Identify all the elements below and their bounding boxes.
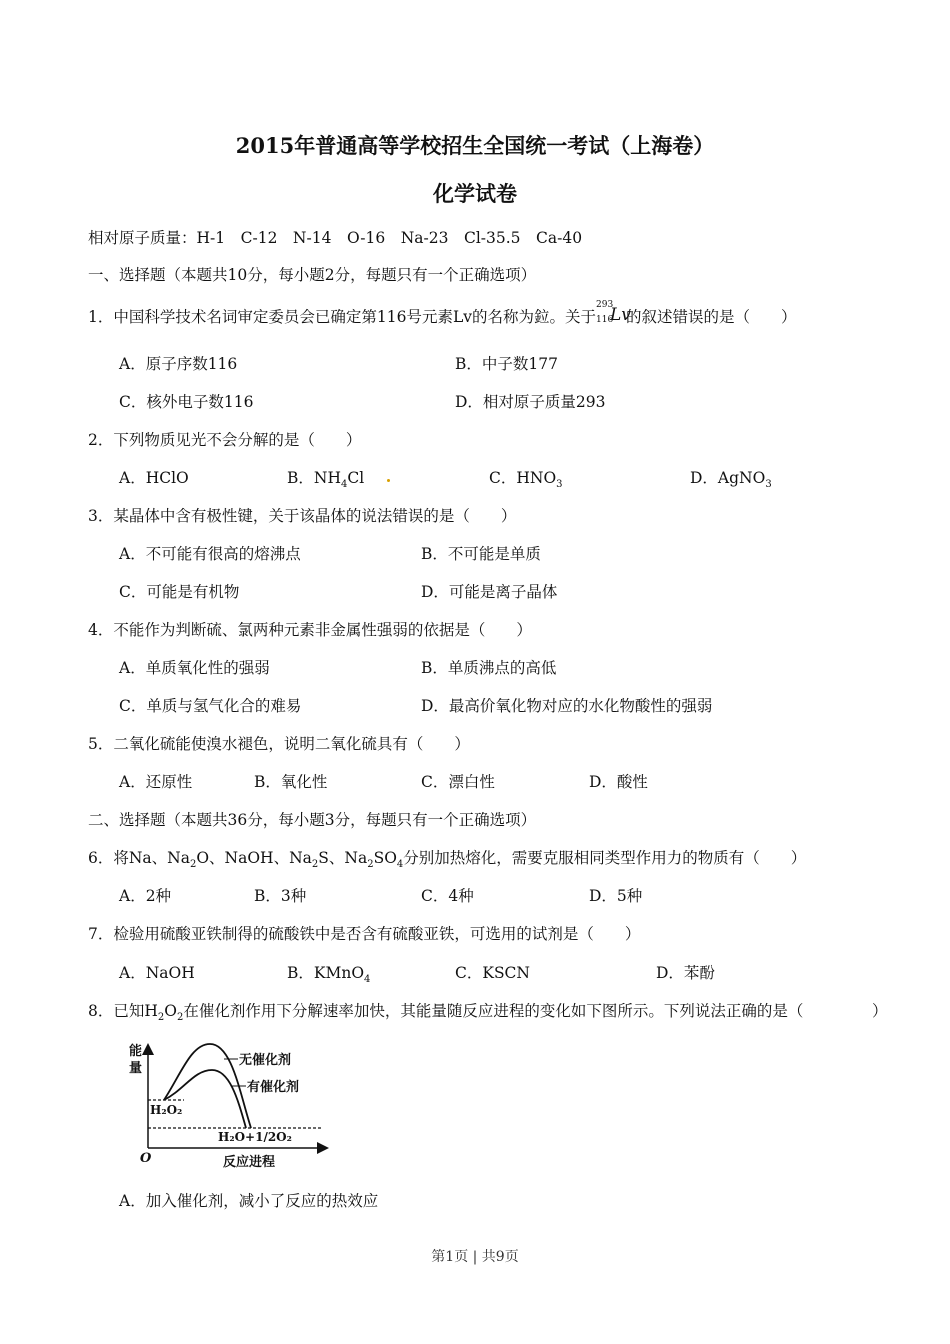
question-7-option-d[interactable]: D．苯酚 [656,964,715,982]
q8-text-1: 8．已知H [88,1002,158,1020]
question-6-option-a[interactable]: A．2种 [119,887,172,905]
question-7-option-b[interactable] [287,961,370,985]
question-2-option-d-pre: D．AgNO [690,469,766,487]
q8-text-3: 在催化剂作用下分解速率加快，其能量随反应进程的变化如下图所示。下列说法正确的是（ [183,1002,804,1020]
question-7-option-a[interactable]: A．NaOH [119,964,195,982]
question-1-option-c[interactable]: C．核外电子数116 [119,393,254,411]
q6-sub-4: 4 [396,859,404,871]
question-2-stem: 2．下列物质见光不会分解的是（ ） [88,431,362,449]
y-axis-label-2: 量 [129,1061,143,1076]
question-2-option-d[interactable] [690,466,772,490]
atomic-masses: 相对原子质量：H-1 C-12 N-14 O-16 Na-23 Cl-35.5 Ca-40 [88,229,583,247]
page-title: 2015年普通高等学校招生全国统一考试（上海卷） [235,133,715,158]
question-1-stem-post: 的叙述错误的是（ ） [626,308,797,326]
q8-text-2: O [164,1002,177,1020]
question-2-option-b-pre: B．NH [287,469,341,487]
y-axis-label-1: 能 [129,1044,143,1059]
question-3-stem: 3．某晶体中含有极性键，关于该晶体的说法错误的是（ ） [88,507,517,525]
question-5-option-a[interactable]: A．还原性 [119,773,193,791]
nuclide-atomic-number: 116 [596,315,614,325]
question-8-stem [88,999,803,1023]
question-3-option-a[interactable]: A．不可能有很高的熔沸点 [119,545,301,563]
stray-dot [387,479,390,482]
question-6-option-c[interactable]: C．4种 [421,887,474,905]
nuclide-mass-number: 293 [596,300,614,310]
question-6-option-d[interactable]: D．5种 [589,887,643,905]
q6-text-2: O、NaOH、Na [196,849,312,867]
q6-sub-3: 2 [367,859,374,871]
q6-text-1: 6．将Na、Na [88,849,190,867]
question-1-stem [88,300,797,328]
nuclide-symbol [596,300,631,328]
page-subtitle: 化学试卷 [433,181,517,206]
question-1-option-d[interactable]: D．相对原子质量293 [455,393,606,411]
q6-sub-2: 2 [311,859,319,871]
question-5-stem: 5．二氧化硫能使溴水褪色，说明二氧化硫具有（ ） [88,735,470,753]
question-2-option-b-post: Cl [347,469,365,487]
question-5-option-b[interactable]: B．氧化性 [254,773,328,791]
x-axis-label: 反应进程 [223,1155,276,1170]
catalyzed-label: 有催化剂 [247,1080,300,1095]
reactant-label: H₂O₂ [150,1103,183,1117]
question-2-option-d-sub: 3 [765,479,772,491]
question-3-option-b[interactable]: B．不可能是单质 [421,545,541,563]
q6-text-4: SO [373,849,397,867]
question-3-option-d[interactable]: D．可能是离子晶体 [421,583,558,601]
question-2-option-b-sub: 4 [340,479,348,491]
energy-diagram [126,1034,336,1174]
page-footer: 第1页 | 共9页 [431,1249,519,1265]
q6-sub-1: 2 [189,859,197,871]
question-4-stem: 4．不能作为判断硫、氯两种元素非金属性强弱的依据是（ ） [88,621,532,639]
question-4-option-b[interactable]: B．单质沸点的高低 [421,659,557,677]
question-4-option-d[interactable]: D．最高价氧化物对应的水化物酸性的强弱 [421,697,713,715]
product-label: H₂O+1/2O₂ [218,1130,292,1144]
question-2-option-a[interactable]: A．HClO [119,469,189,487]
question-7-option-b-pre: B．KMnO [287,964,365,982]
question-3-option-c[interactable]: C．可能是有机物 [119,583,240,601]
question-2-option-c-pre: C．HNO [489,469,557,487]
uncatalyzed-label: 无催化剂 [239,1053,292,1068]
question-2-option-b[interactable] [287,466,364,490]
question-8-option-a[interactable]: A．加入催化剂，减小了反应的热效应 [119,1192,379,1210]
q8-sub-1: 2 [157,1012,165,1024]
q6-text-3: S、Na [318,849,368,867]
question-2-option-c-sub: 3 [556,479,563,491]
question-7-option-c[interactable]: C．KSCN [455,964,530,982]
section-two-header: 二、选择题（本题共36分，每小题3分，每题只有一个正确选项） [88,811,537,829]
question-7-stem: 7．检验用硫酸亚铁制得的硫酸铁中是否含有硫酸亚铁，可选用的试剂是（ ） [88,925,641,943]
question-6-option-b[interactable]: B．3种 [254,887,307,905]
question-1-stem-pre: 1．中国科学技术名词审定委员会已确定第116号元素Lv的名称为鉝。关于 [88,308,596,326]
question-4-option-c[interactable]: C．单质与氢气化合的难易 [119,697,302,715]
q6-text-5: 分别加热熔化，需要克服相同类型作用力的物质有（ ） [403,849,807,867]
question-6-stem [88,846,806,870]
question-4-option-a[interactable]: A．单质氧化性的强弱 [119,659,270,677]
nuclide-element: Lv [610,305,631,325]
question-8-paren-close: ） [872,1002,888,1020]
question-1-option-b[interactable]: B．中子数177 [455,355,558,373]
origin-label: O [140,1151,152,1166]
question-5-option-c[interactable]: C．漂白性 [421,773,495,791]
question-2-option-c[interactable] [489,466,563,490]
question-1-option-a[interactable]: A．原子序数116 [119,355,238,373]
question-7-option-b-sub: 4 [364,974,371,986]
q8-sub-2: 2 [176,1012,184,1024]
question-5-option-d[interactable]: D．酸性 [589,773,648,791]
section-one-header: 一、选择题（本题共10分，每小题2分，每题只有一个正确选项） [88,266,537,284]
